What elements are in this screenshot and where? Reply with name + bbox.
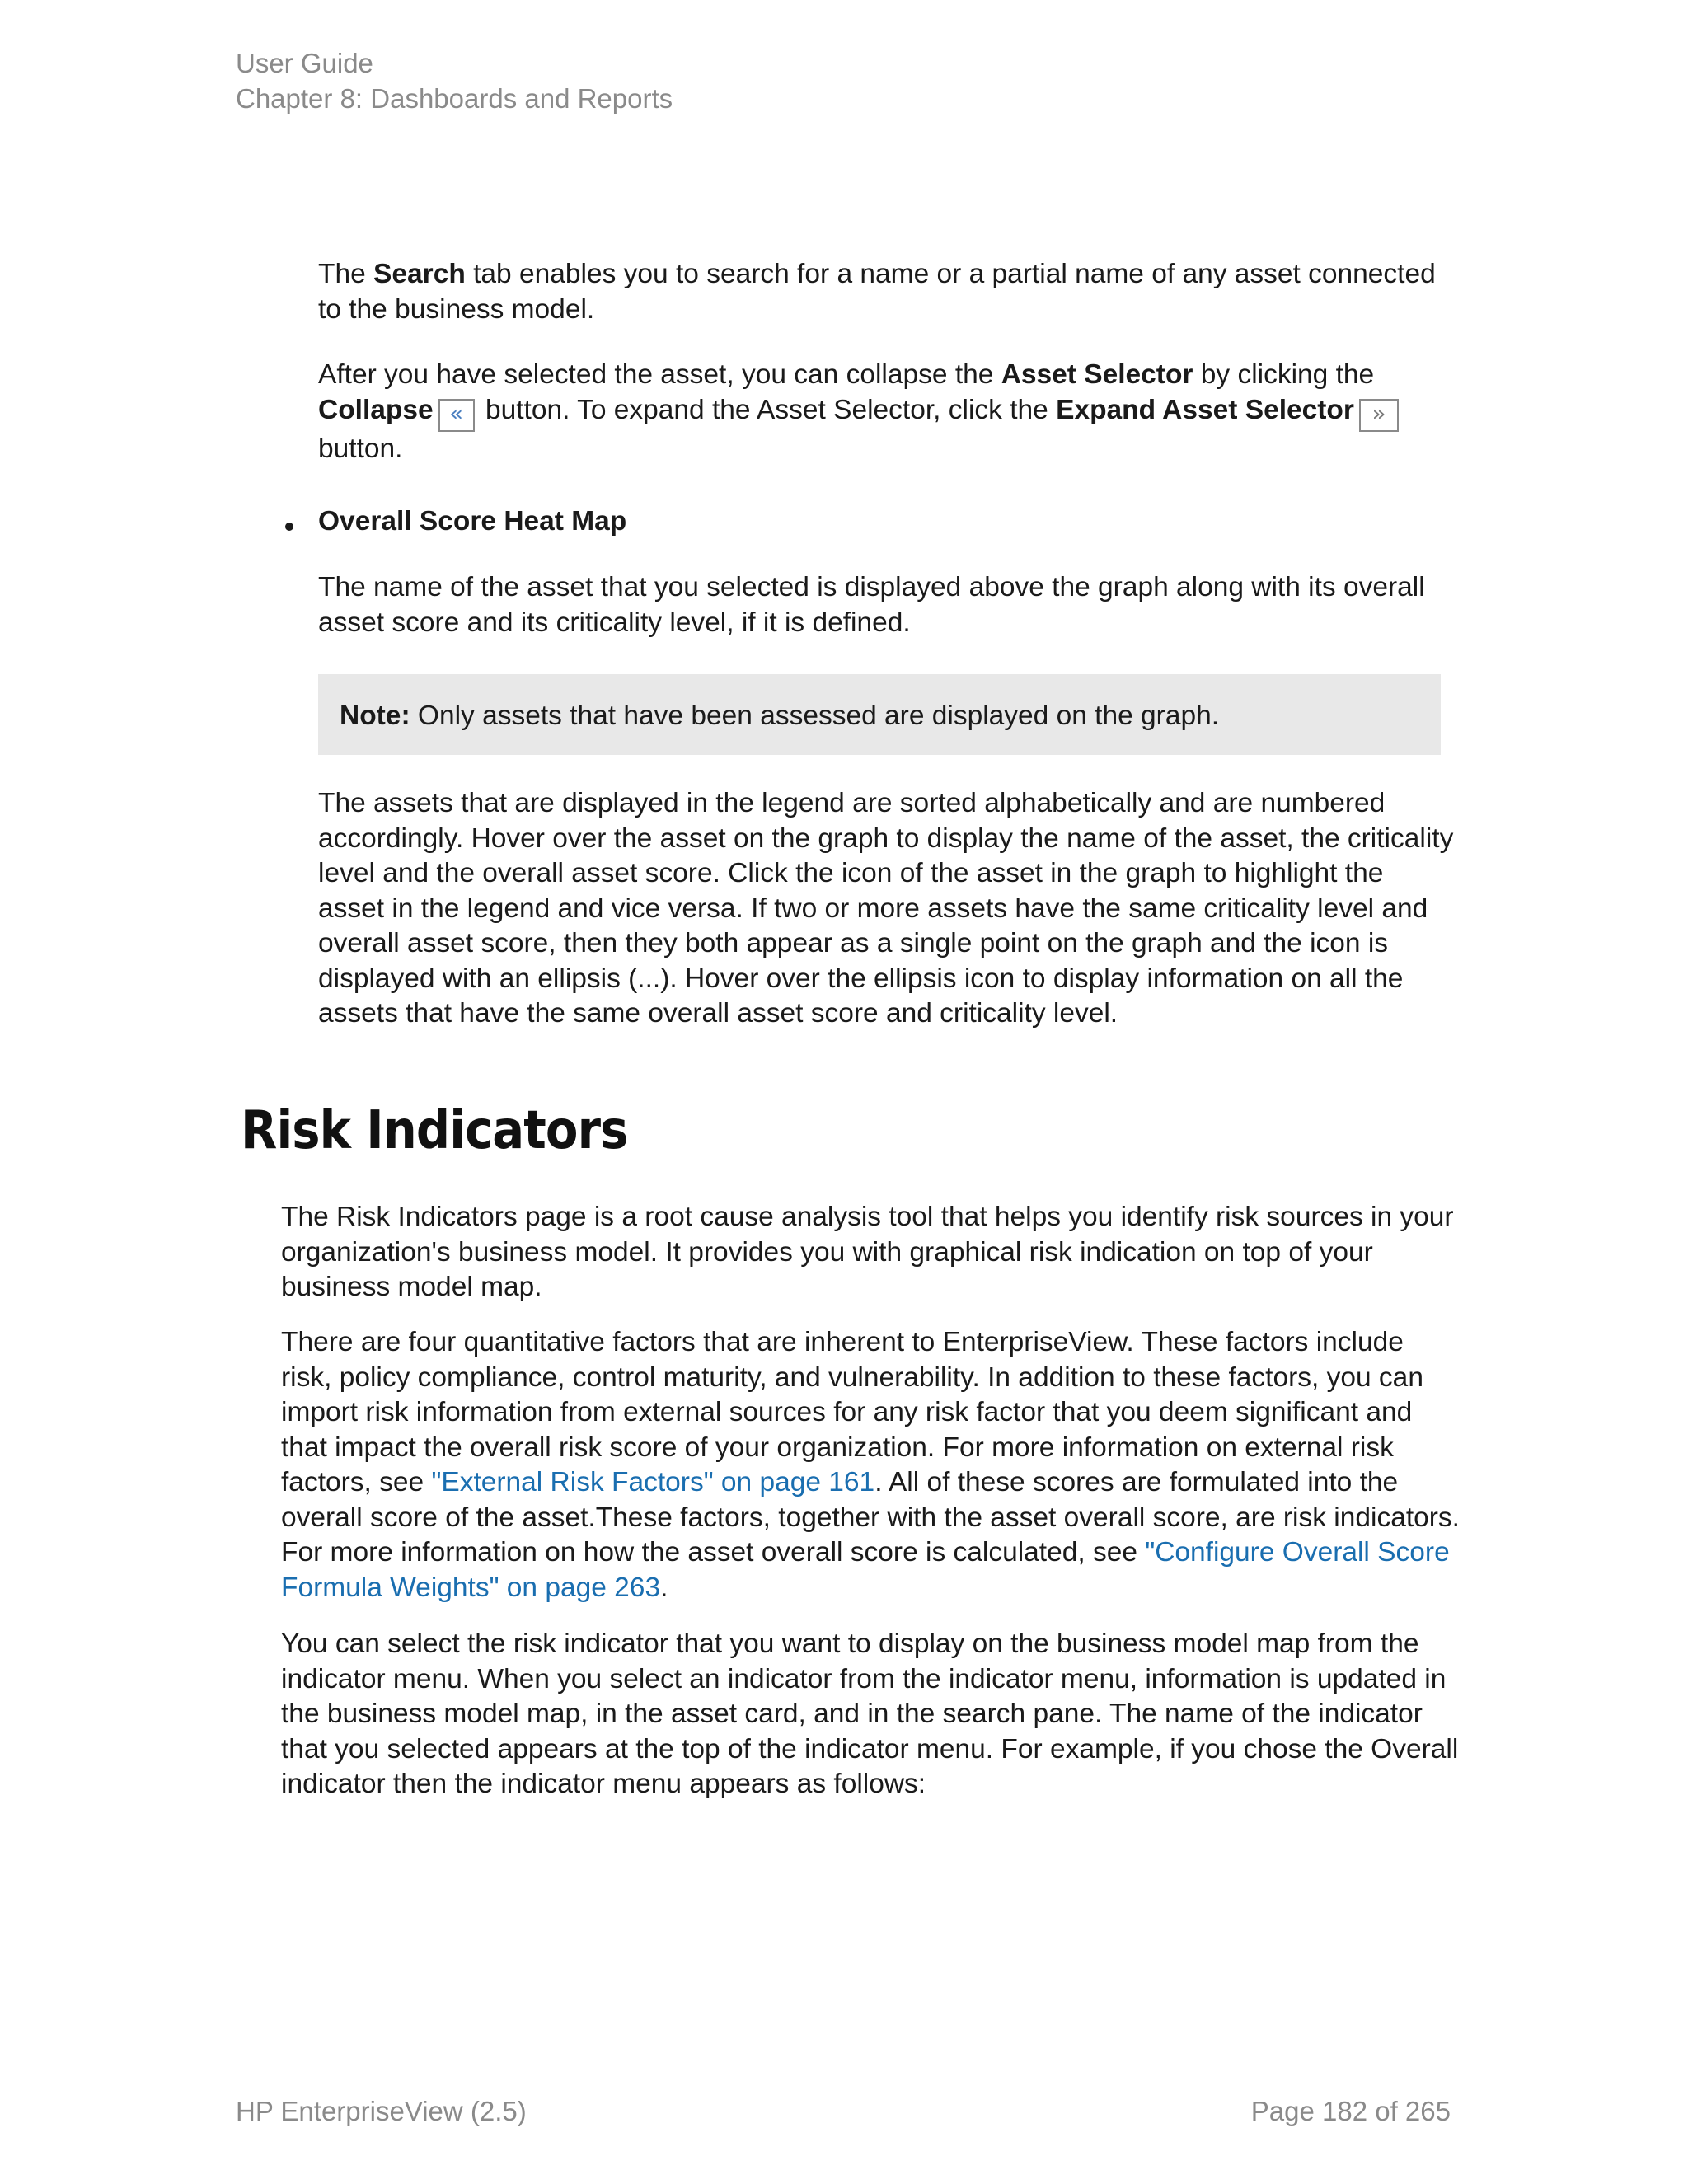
text-run: . All of these scores are formulated into the overall score of the asset.These factors, together with the asset overall score, are risk indicators. For more information on how the asset overall score is calculated, see [281,1467,1460,1568]
text-run: The [318,259,374,289]
configure-weights-link[interactable]: "Configure Overall Score Formula Weights" on page 263 [281,1537,1450,1603]
text-run: After you have selected the asset, you can collapse the [318,359,1001,390]
text-run: . [660,1572,668,1603]
text-run: tab enables you to search for a name or a partial name of any asset connected to the business model. [318,259,1436,325]
asset-selector-term: Asset Selector [1001,359,1193,390]
text-run: button. To expand the Asset Selector, click the [477,394,1057,425]
expand-asset-selector-term: Expand Asset Selector [1056,394,1354,425]
bullet-icon [285,523,293,531]
expand-icon: » [1359,399,1399,432]
search-term: Search [373,259,466,289]
note-text: Only assets that have been assessed are displayed on the graph. [410,701,1220,731]
footer-page-number: Page 182 of 265 [1250,2096,1451,2126]
text-run: by clicking the [1193,359,1375,390]
heatmap-paragraph: The name of the asset that you selected is displayed above the graph along with its overall asset score and its criticality level, if it is defined. [318,572,1425,638]
collapse-icon: « [438,399,475,432]
footer-product: HP EnterpriseView (2.5) [236,2096,527,2126]
text-run: There are four quantitative factors that are inherent to EnterpriseView. These factors include risk, policy compliance, control maturity, and vulnerability. In addition to these factors, you can import risk information from external sources for any risk factor that you deem significant and that impact the overall risk score of your organization. For more information on external risk factors, see [281,1327,1423,1497]
note-box [318,674,1441,755]
collapse-paragraph [318,358,1456,466]
intro-paragraph: The Risk Indicators page is a root cause analysis tool that helps you identify risk sources in your organization's business model. It provides you with graphical risk indication on top of your business model map. [281,1202,1454,1302]
text-run: button. [318,433,403,464]
legend-paragraph: The assets that are displayed in the legend are sorted alphabetically and are numbered accordingly. Hover over the asset on the graph to display the name of the asset, the criticality level and the overall asset score. Click the icon of the asset in the graph to highlight the asset in the legend and vice versa. If two or more assets have the same criticality level and overall asset score, then they both appear as a single point on the graph and the icon is displayed with an ellipsis (...). Hover over the ellipsis icon to display information on all the assets that have the same overall asset score and criticality level. [318,788,1454,1029]
chapter-title: Chapter 8: Dashboards and Reports [236,83,673,114]
bullet-heading: Overall Score Heat Map [318,506,627,537]
doc-title: User Guide [236,48,373,78]
section-heading: Risk Indicators [241,1100,628,1161]
note-label: Note: [340,701,410,731]
collapse-term: Collapse [318,394,434,425]
indicator-menu-paragraph: You can select the risk indicator that you want to display on the business model map from the indicator menu. When you select an indicator from the indicator menu, information is updated in the business model map, in the asset card, and in the search pane. The name of the indicator that you selected appears at the top of the indicator menu. For example, if you chose the Overall indicator then the indicator menu appears as follows: [281,1629,1459,1799]
factors-paragraph [281,1325,1460,1605]
search-tab-paragraph [318,257,1456,327]
running-header [236,45,673,116]
external-risk-factors-link[interactable]: "External Risk Factors" on page 161 [431,1467,875,1497]
